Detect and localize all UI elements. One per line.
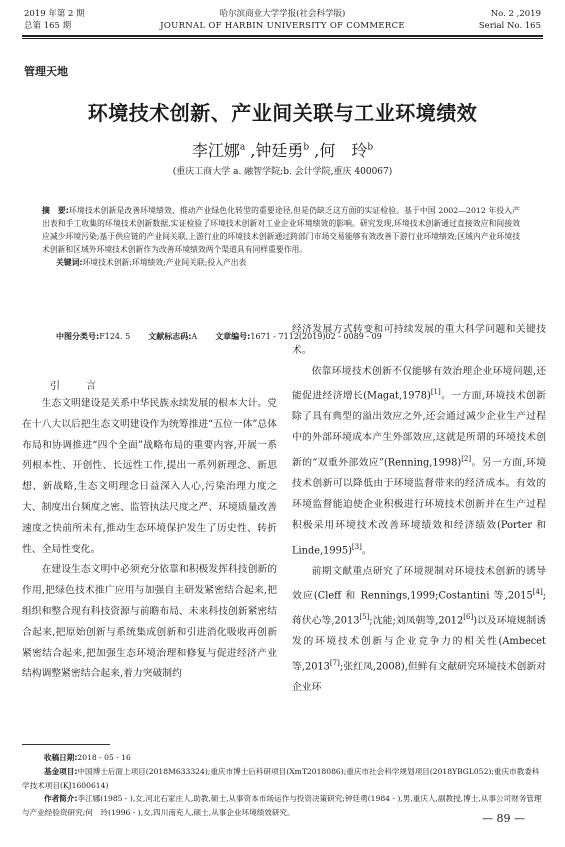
- body-text: 前期文献重点研究了环境规制对环境技术创新的诱导效应(Cleff 和 Rennings,1999;Costantini 等,2015: [292, 565, 546, 602]
- body-text: 。另一方面,环境技术创新可以降低由于环境监督带来的经济成本。有效的环境监督能迫使企业积极进行环境技术创新并在生产过程积极采用环境技术改善环境绩效和经济绩效(Porter 和 Linde,1995): [292, 457, 546, 556]
- affiliation: (重庆工商大学 a. 融智学院;b. 会计学院,重庆 400067): [172, 167, 393, 177]
- bio-label: 作者简介:: [44, 794, 78, 803]
- fund-label: 基金项目:: [44, 767, 78, 776]
- clc-label: 中图分类号:: [56, 332, 100, 341]
- author-name: 钟廷勇: [255, 141, 304, 160]
- body-text: ;张红凤,2008),但鲜有文献研究环境技术创新对企业环: [292, 661, 546, 694]
- abstract: [42, 204, 520, 256]
- header-number: No. 2 ,2019: [490, 9, 541, 19]
- author-affiliation-mark: b: [367, 142, 374, 153]
- body-paragraph: [292, 562, 546, 700]
- clc-value: F124. 5: [99, 332, 131, 341]
- citation-ref: [5]: [359, 613, 370, 622]
- author-separator: ,: [309, 141, 320, 160]
- doc-code-value: A: [191, 332, 198, 341]
- article-number-value: 1671 - 7112(2019)02 - 0089 - 09: [250, 332, 382, 341]
- article-number-label: 文章编号:: [215, 332, 251, 341]
- body-paragraph: 经济发展方式转变和可持续发展的重大科学问题和关键技术。: [292, 324, 546, 356]
- footnote-fund: [22, 765, 546, 792]
- author-affiliation-mark: a: [239, 142, 246, 153]
- header-issue: 2019 年第 2 期: [24, 9, 85, 19]
- citation-ref: [7]: [329, 659, 340, 668]
- citation-ref: [2]: [461, 455, 472, 464]
- body-paragraph: 在建设生态文明中必须充分依靠和积极发挥科技创新的作用,把绿色技术推广应用与加强自主研发紧密结合起来,把组织和整合现有科技资源与前瞻布局、未来科技创新紧密结合起来,把原始创新与系统集成创新和引进消化吸收再创新紧密结合起来,把加强生态环境治理和修复与促进经济产业结构调整紧密结合起来,着力突破制约: [22, 564, 277, 680]
- body-column-left: [22, 382, 277, 685]
- body-paragraph: [292, 362, 546, 562]
- author-name: 何 玲: [319, 141, 368, 160]
- abstract-block: [42, 204, 520, 269]
- body-column-right: [292, 320, 546, 699]
- keywords-label: 关键词:: [56, 258, 83, 267]
- header-rule-thick: [22, 35, 543, 37]
- bio-text: 李江娜(1985 - ),女,河北石家庄人,助教,硕士,从事资本市场运作与投资决策研究;钟廷勇(1984 - ),男,重庆人,副教授,博士,从事公司财务管理与产业经验资研究;何 玲(1996 - ),女,四川南充人,硕士,从事企业环境绩效研究。: [22, 794, 542, 817]
- author-name: 李江娜: [191, 141, 240, 160]
- author-separator: ,: [245, 141, 256, 160]
- paper-title: 环境技术创新、产业间关联与工业环境绩效: [87, 101, 478, 125]
- abstract-label: 摘 要:: [42, 206, 69, 215]
- body-text: 。一方面,环境技术创新除了具有典型的溢出效应之外,还会通过减少企业生产过程中的外部环境成本产生外部效应,这就是所谓的环境技术创新的“双重外部效应”(Renning,1998): [292, 390, 546, 469]
- header-serial-number: Serial No. 165: [478, 21, 541, 31]
- received-label: 收稿日期:: [44, 753, 78, 762]
- journal-name-en: JOURNAL OF HARBIN UNIVERSITY OF COMMERCE: [160, 21, 405, 31]
- footnote-author-bio: [22, 792, 546, 819]
- header-serial-issue: 总第 165 期: [24, 21, 72, 31]
- page-number: — 89 —: [482, 812, 525, 825]
- footnote-rule: [22, 744, 110, 745]
- fund-text: 中国博士后面上项目(2018M633324);重庆市博士后科研项目(XmT2018086);重庆市社会科学规划项目(2018YBGL052);重庆市教委科学技术项目(KJ1600614): [22, 767, 540, 790]
- citation-ref: [6]: [463, 613, 474, 622]
- citation-ref: [1]: [430, 388, 441, 397]
- doc-code-label: 文献标志码:: [148, 332, 192, 341]
- header-rule-thin: [22, 38, 543, 39]
- journal-name-cn: 哈尔滨商业大学学报(社会科学版): [219, 9, 346, 19]
- abstract-text: 环境技术创新是改善环境绩效、推动产业绿色化转型的重要途径,但是仍缺乏这方面的实证检验。基于中国 2002—2012 年投入产出表和手工收集的环境技术创新数据,实证检验了环境技术创新对工业企业环境绩效的影响。研究发现,环境技术创新通过直接效应和间接效应减少环境污染;基于供应链的产业间关联,上游行业的环境技术创新通过跨部门市场交易能够有效改善下游行业环境绩效;区域内产业环境技术创新和区域外环境技术创新作为改善环境绩效两个渠道具有同样重要作用。: [42, 206, 520, 254]
- author-list: [0, 138, 565, 161]
- body-paragraph: 生态文明建设是关系中华民族永续发展的根本大计。党在十八大以后把生态文明建设作为统筹推进“五位一体”总体布局和协调推进“四个全面”战略布局的重要内容,开展一系列根本性、开创性、长远性工作,提出一系列新理念、新思想、新战略,生态文明理念日益深入人心,污染治理力度之大、制度出台频度之密、监管执法尺度之严、环境质量改善速度之快前所未有,推动生态环境保护发生了历史性、转折性、全局性变化。: [22, 398, 277, 555]
- body-text: 。: [361, 544, 372, 556]
- received-date: 2018 - 05 - 16: [77, 753, 131, 762]
- citation-ref: [3]: [351, 542, 362, 551]
- footnote-received: [22, 751, 546, 765]
- section-label: 管理天地: [24, 65, 68, 78]
- body-text: )以及环境规制诱发的环境技术创新与企业竞争力的相关性(Ambecet 等,2013: [292, 615, 547, 673]
- keywords-text: 环境技术创新;环境绩效;产业间关联;投入产出表: [82, 258, 247, 267]
- body-text: ;沈能;刘凤朝等,2012: [369, 615, 464, 627]
- keywords: [42, 256, 520, 269]
- body-text: ;蒋伏心等,2013: [292, 590, 546, 627]
- body-text: 依靠环境技术创新不仅能够有效治理企业环境问题,还能促进经济增长(Magat,1978): [292, 365, 546, 402]
- author-affiliation-mark: b: [303, 142, 310, 153]
- citation-ref: [4]: [532, 588, 543, 597]
- section-heading-intro: 引 言: [50, 381, 104, 392]
